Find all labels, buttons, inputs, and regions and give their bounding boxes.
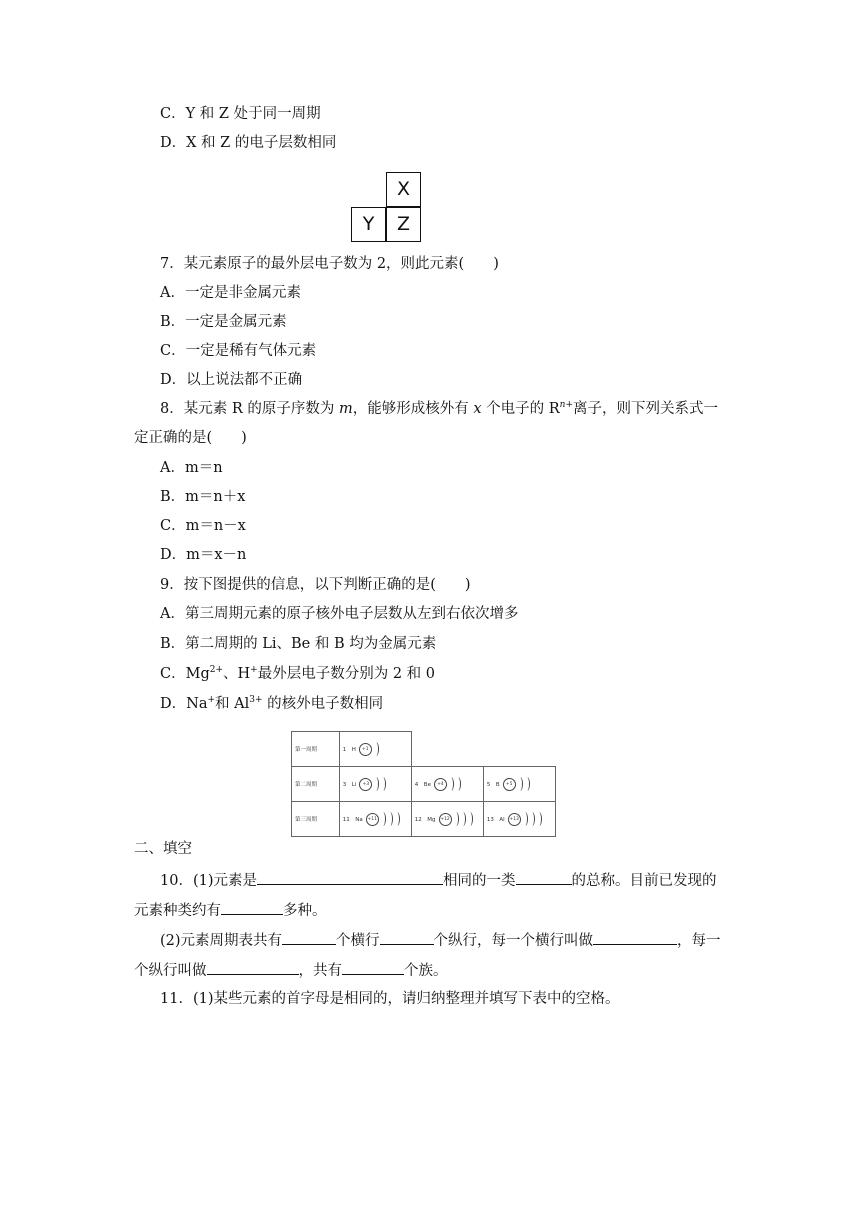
question-8-line1: 8．某元素 R 的原子序数为 m，能够形成核外有 x 个电子的 $R^{n+}$离子，则下列关系式一 <box>160 400 719 417</box>
question-10-line2: 元素种类约有 多种。 <box>134 899 327 921</box>
option-6c: C．Y 和 Z 处于同一周期 <box>160 106 321 122</box>
xyz-box-z: Z <box>386 207 421 242</box>
option-7b: B．一定是金属元素 <box>160 314 287 330</box>
question-11: 11．(1)某些元素的首字母是相同的，请归纳整理并填写下表中的空格。 <box>160 991 620 1007</box>
element-cell: 3 Li +3 <box>339 767 411 802</box>
table-row <box>292 802 556 837</box>
question-9: 9．按下图提供的信息，以下判断正确的是( ) <box>160 577 471 593</box>
question-10-line3: (2)元素周期表共有 个横行 个纵行，每一个横行叫做 ，每一 <box>160 929 721 951</box>
option-8a: A．m＝n <box>160 460 223 476</box>
element-cell: 1 H +1 <box>339 732 411 767</box>
fill-blank[interactable] <box>593 929 677 945</box>
option-7c: C．一定是稀有气体元素 <box>160 343 317 359</box>
option-9b: B．第二周期的 Li、Be 和 B 均为金属元素 <box>160 636 437 652</box>
element-cell: 11 Na +11 <box>339 802 411 837</box>
option-8b: B．m＝n＋x <box>160 489 246 505</box>
element-cell: 12 Mg +12 <box>411 802 483 837</box>
question-8-line2: 定正确的是( ) <box>134 430 247 446</box>
option-7a: A．一定是非金属元素 <box>160 285 301 301</box>
table-row <box>292 767 556 802</box>
question-10-line4: 个纵行叫做 ，共有 个族。 <box>134 959 448 981</box>
fill-blank[interactable] <box>221 899 283 915</box>
option-9c: C．$Mg^{2+}$、H+最外层电子数分别为 2 和 0 <box>160 665 435 682</box>
xyz-box-y: Y <box>351 207 386 242</box>
periodic-structure-figure <box>291 731 556 837</box>
option-9d: D．Na+和 $Al^{3+}$ 的核外电子数相同 <box>160 695 384 712</box>
option-7d: D．以上说法都不正确 <box>160 372 303 388</box>
period-label: 第二周期 <box>292 767 340 802</box>
fill-blank[interactable] <box>342 959 404 975</box>
fill-blank[interactable] <box>380 929 434 945</box>
option-8d: D．m＝x－n <box>160 547 247 563</box>
element-cell: 13 Al +13 <box>483 802 555 837</box>
option-8c: C．m＝n－x <box>160 518 246 534</box>
option-6d: D．X 和 Z 的电子层数相同 <box>160 135 337 151</box>
fill-blank[interactable] <box>257 869 443 885</box>
period-label: 第一周期 <box>292 732 340 767</box>
fill-blank[interactable] <box>207 959 299 975</box>
element-cell: 5 B +5 <box>483 767 555 802</box>
fill-blank[interactable] <box>282 929 336 945</box>
fill-blank[interactable] <box>516 869 572 885</box>
element-cell: 4 Be +4 <box>411 767 483 802</box>
question-10-line1: 10．(1)元素是 相同的一类 的总称。目前已发现的 <box>160 869 717 891</box>
option-9a: A．第三周期元素的原子核外电子层数从左到右依次增多 <box>160 606 519 622</box>
period-label: 第三周期 <box>292 802 340 837</box>
question-7: 7．某元素原子的最外层电子数为 2，则此元素( ) <box>160 256 499 272</box>
section-heading: 二、填空 <box>134 841 192 857</box>
table-row <box>292 732 556 767</box>
xyz-box-x: X <box>386 172 421 207</box>
